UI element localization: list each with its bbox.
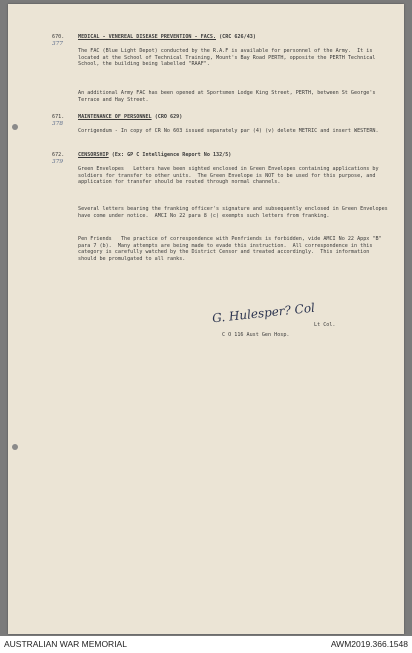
order-number: 672. [52,152,65,158]
paragraph: An additional Army FAC has been opened at Sportsmen Lodge King Street, PERTH, between St George's Terrace and Hay Street. [78,90,379,103]
paragraph: Corrigendum - In copy of CR No 603 issued separately par (4) (v) delete METRIC and insert WESTERN. [78,128,379,134]
paragraph: The FAC (Blue Light Depot) conducted by the R.A.F is available for personnel of the Army. It is located at the School of Technical Training, Mount's Bay Road PERTH, opposite the PERTH Technical School, the building being labelled "RAAF". [78,48,379,68]
heading-text: MAINTENANCE OF PERSONNEL [78,114,152,120]
section-heading [78,34,388,41]
punch-hole [12,124,18,130]
punch-hole [12,444,18,450]
section-number [52,114,78,127]
section-heading [78,114,388,121]
signatory-office: C O 116 Aust Gen Hosp. [222,332,290,338]
heading-reference: (CRO 629) [154,114,183,120]
paragraph: Pen Friends The practice of correspondence with Penfriends is forbidden, vide AMCI No 22 Appx "B" para 7 (b). Many attempts are being made to evade this instruction. All correspondence in this category is carefully watched by the District Censor and treated accordingly. This information should be promulgated to all ranks. [78,236,385,262]
paragraph: Several letters bearing the franking officer's signature and subsequently enclosed in Green Envelopes have come under notice. AMCI No 22 para 8 (c) exempts such letters from franking. [78,206,391,219]
handwritten-signature: G. Hulesper? Col [211,300,316,326]
paragraph: Green Envelopes Letters have been sighted enclosed in Green Envelopes containing applications by soldiers for transfer to other units. The Green Envelope is NOT to be used for this purpose, and application for transfer should be routed through normal channels. [78,166,382,186]
archive-name: AUSTRALIAN WAR MEMORIAL [4,639,127,649]
heading-reference: (Ex: GP C Intelligence Report No 132/5) [111,152,232,158]
document-page [8,4,404,634]
heading-text: MEDICAL - VENEREAL DISEASE PREVENTION - FACS. [78,34,217,40]
handwritten-ref: 377 [52,40,64,47]
order-number: 671. [52,114,65,120]
signatory-rank: Lt Col. [314,322,336,328]
archive-footer [0,636,412,653]
handwritten-ref: 379 [52,158,64,165]
heading-text: CENSORSHIP [78,152,109,158]
order-number: 670. [52,34,65,40]
section-number [52,152,78,165]
catalogue-number: AWM2019.366.1548 [330,639,408,649]
heading-reference: (CRC 626/43) [219,34,256,40]
section-number [52,34,78,47]
handwritten-ref: 378 [52,120,64,127]
section-heading [78,152,388,159]
